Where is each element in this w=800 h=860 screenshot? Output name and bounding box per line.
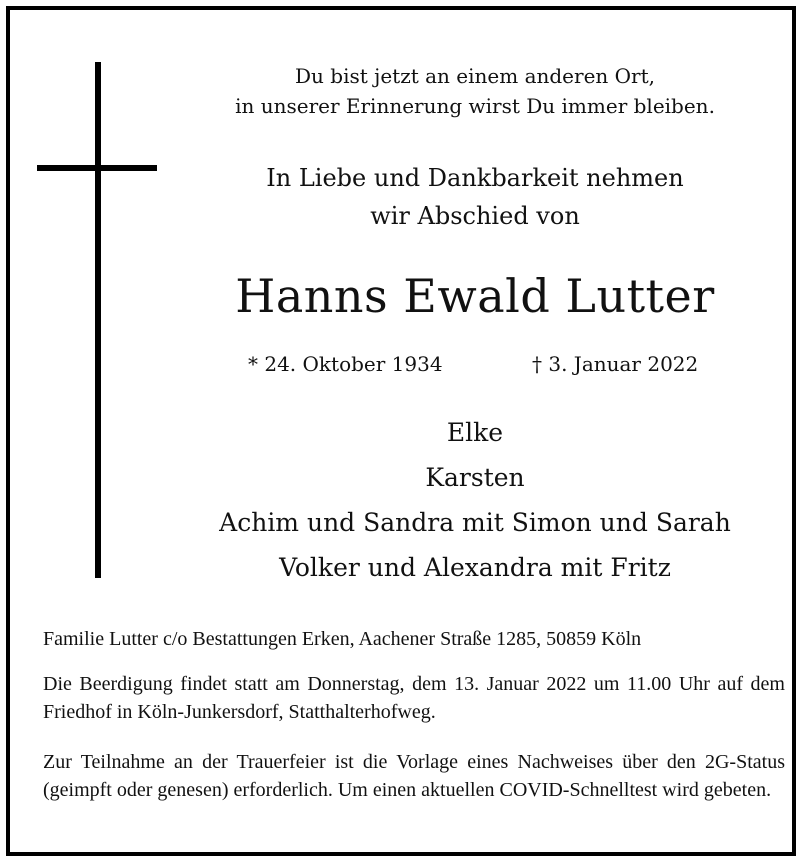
birth-date: * 24. Oktober 1934 <box>248 352 443 376</box>
announcement-line-2: wir Abschied von <box>370 202 580 230</box>
announcement-line-1: In Liebe und Dankbarkeit nehmen <box>266 164 684 192</box>
funeral-info: Die Beerdigung findet statt am Donnerstag, dem 13. Januar 2022 um 11.00 Uhr auf dem Friedhof in Köln-Junkersdorf, Statthalterhofweg. <box>43 673 785 723</box>
quote-line-1: Du bist jetzt an einem anderen Ort, <box>295 64 655 88</box>
deceased-name: Hanns Ewald Lutter <box>235 269 715 323</box>
obituary-frame <box>6 6 796 856</box>
cross-icon-vertical-bar <box>95 62 101 578</box>
mourner-name: Karsten <box>425 463 525 492</box>
mourner-name: Elke <box>446 418 504 447</box>
death-date: † 3. Januar 2022 <box>532 352 699 376</box>
mourner-name: Volker und Alexandra mit Fritz <box>279 553 671 582</box>
cross-icon-horizontal-bar <box>37 165 157 171</box>
mourner-name: Achim und Sandra mit Simon und Sarah <box>219 508 731 537</box>
quote-line-2: in unserer Erinnerung wirst Du immer bleiben. <box>235 94 715 118</box>
covid-info: Zur Teilnahme an der Trauerfeier ist die Vorlage eines Nachweises über den 2G-Status (geimpft oder genesen) erforderlich. Um einen aktuellen COVID-Schnelltest wird gebeten. <box>43 751 785 801</box>
family-address: Familie Lutter c/o Bestattungen Erken, Aachener Straße 1285, 50859 Köln <box>43 628 642 650</box>
